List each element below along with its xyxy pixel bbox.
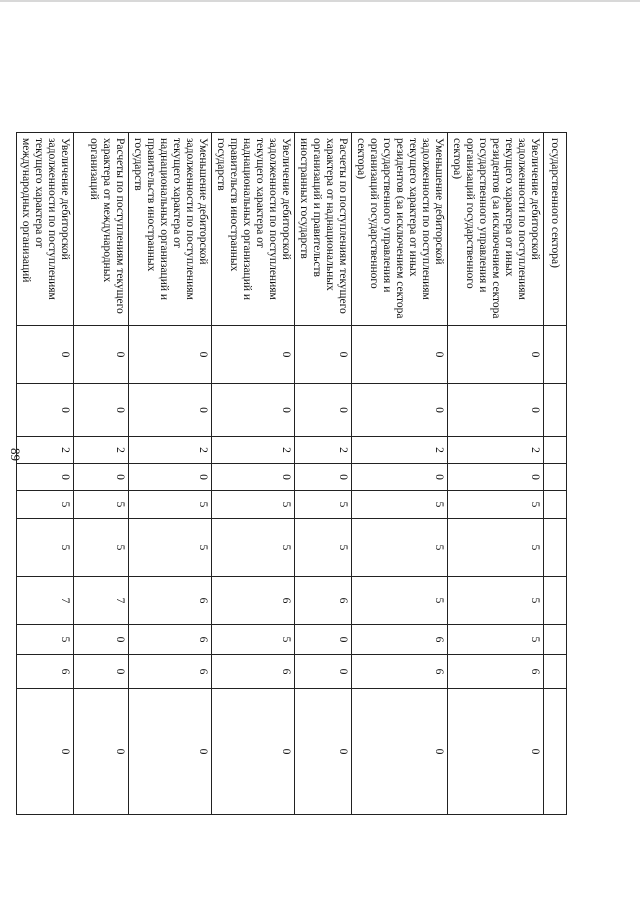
value-cell: 0 [295, 625, 352, 655]
value-cell: 0 [17, 326, 74, 384]
value-cell: 6 [352, 655, 448, 689]
value-cell: 6 [295, 577, 352, 625]
value-cell: 7 [17, 577, 74, 625]
value-cell: 6 [448, 655, 544, 689]
value-cell: 0 [74, 625, 129, 655]
empty-cell [544, 384, 567, 437]
value-cell: 6 [129, 625, 212, 655]
empty-cell [544, 464, 567, 491]
table-row [295, 133, 352, 815]
table-region [20, 132, 567, 814]
value-cell: 0 [295, 326, 352, 384]
value-cell: 6 [129, 655, 212, 689]
value-cell: 0 [74, 326, 129, 384]
row-description: Уменьшение дебиторской задолженности по поступлениям текущего характера от иных резидентов (за исключением сектора государственного управления и организаций государственного сектора) [352, 133, 448, 326]
value-cell: 0 [212, 326, 295, 384]
page-number: 89 [8, 448, 23, 461]
table-header-fragment-row [544, 133, 567, 815]
value-cell: 0 [295, 655, 352, 689]
value-cell: 7 [74, 577, 129, 625]
value-cell: 0 [129, 464, 212, 491]
table-row [17, 133, 74, 815]
scan-top-edge [0, 0, 640, 2]
value-cell: 5 [129, 491, 212, 519]
value-cell: 6 [129, 577, 212, 625]
table-row [448, 133, 544, 815]
value-cell: 0 [448, 384, 544, 437]
value-cell: 2 [295, 437, 352, 464]
value-cell: 5 [295, 519, 352, 577]
table-row [129, 133, 212, 815]
value-cell: 5 [212, 519, 295, 577]
table-row [74, 133, 129, 815]
value-cell: 5 [448, 577, 544, 625]
empty-cell [544, 577, 567, 625]
budget-classification-table [16, 132, 567, 815]
value-cell: 0 [129, 384, 212, 437]
value-cell: 0 [74, 655, 129, 689]
value-cell: 0 [352, 326, 448, 384]
empty-cell [544, 326, 567, 384]
value-cell: 2 [448, 437, 544, 464]
value-cell: 5 [17, 625, 74, 655]
value-cell: 6 [17, 655, 74, 689]
table-row [352, 133, 448, 815]
value-cell: 5 [212, 625, 295, 655]
empty-cell [544, 655, 567, 689]
header-fragment-cell: государственного сектора) [544, 133, 567, 326]
value-cell: 5 [17, 519, 74, 577]
empty-cell [544, 491, 567, 519]
value-cell: 5 [352, 577, 448, 625]
value-cell: 5 [352, 491, 448, 519]
value-cell: 2 [212, 437, 295, 464]
value-cell: 2 [352, 437, 448, 464]
empty-cell [544, 625, 567, 655]
empty-cell [544, 519, 567, 577]
value-cell: 6 [212, 577, 295, 625]
row-description: Увеличение дебиторской задолженности по поступлениям текущего характера от наднациональных организаций и правительств иностранных государств [212, 133, 295, 326]
value-cell: 5 [352, 519, 448, 577]
value-cell: 0 [352, 689, 448, 815]
value-cell: 0 [448, 326, 544, 384]
value-cell: 5 [295, 491, 352, 519]
value-cell: 5 [74, 491, 129, 519]
value-cell: 0 [74, 464, 129, 491]
value-cell: 0 [295, 689, 352, 815]
value-cell: 2 [17, 437, 74, 464]
value-cell: 0 [74, 689, 129, 815]
value-cell: 5 [129, 519, 212, 577]
value-cell: 0 [352, 464, 448, 491]
value-cell: 2 [74, 437, 129, 464]
row-description: Увеличение дебиторской задолженности по поступлениям текущего характера от иных резидентов (за исключением сектора государственного управления и организаций государственного сектора) [448, 133, 544, 326]
value-cell: 5 [17, 491, 74, 519]
value-cell: 0 [448, 689, 544, 815]
value-cell: 0 [17, 384, 74, 437]
value-cell: 6 [352, 625, 448, 655]
value-cell: 0 [212, 689, 295, 815]
value-cell: 0 [212, 384, 295, 437]
value-cell: 0 [17, 689, 74, 815]
value-cell: 0 [295, 384, 352, 437]
value-cell: 5 [448, 491, 544, 519]
empty-cell [544, 437, 567, 464]
value-cell: 0 [17, 464, 74, 491]
value-cell: 0 [129, 689, 212, 815]
value-cell: 0 [448, 464, 544, 491]
row-description: Расчеты по поступлениям текущего характера от наднациональных организаций и правительств иностранных государств [295, 133, 352, 326]
value-cell: 5 [448, 625, 544, 655]
table-row [212, 133, 295, 815]
row-description: Расчеты по поступлениям текущего характера от международных организаций [74, 133, 129, 326]
value-cell: 6 [212, 655, 295, 689]
empty-cell [544, 689, 567, 815]
value-cell: 5 [212, 491, 295, 519]
value-cell: 5 [74, 519, 129, 577]
value-cell: 0 [74, 384, 129, 437]
value-cell: 0 [129, 326, 212, 384]
value-cell: 0 [352, 384, 448, 437]
value-cell: 0 [295, 464, 352, 491]
value-cell: 5 [448, 519, 544, 577]
row-description: Увеличение дебиторской задолженности по поступлениям текущего характера от международных организаций [17, 133, 74, 326]
value-cell: 2 [129, 437, 212, 464]
value-cell: 0 [212, 464, 295, 491]
row-description: Уменьшение дебиторской задолженности по поступлениям текущего характера от наднациональных организаций и правительств иностранных государств [129, 133, 212, 326]
